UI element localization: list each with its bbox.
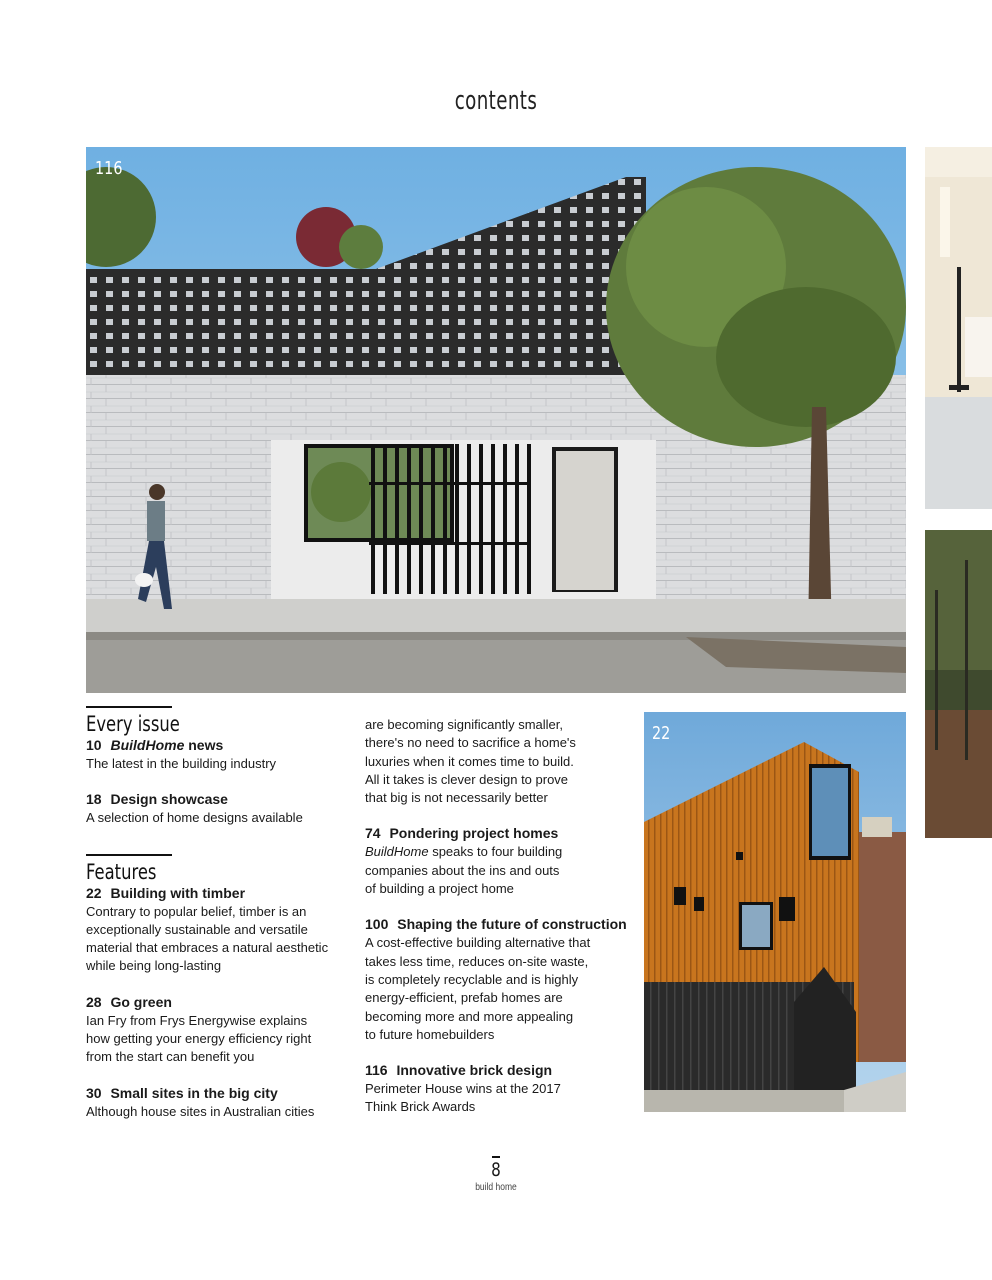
item-heading [86, 1084, 356, 1103]
page-title: contents [454, 86, 538, 116]
item-title: Small sites in the big city [110, 1084, 278, 1101]
item-description-emphasis: BuildHome [365, 844, 429, 860]
contents-column-2 [365, 716, 635, 1134]
contents-item[interactable] [365, 824, 635, 898]
item-description: A selection of home designs available [86, 810, 303, 826]
item-description: The latest in the building industry [86, 756, 277, 771]
item-title: Go green [110, 993, 172, 1010]
item-description: Contrary to popular belief, timber is an [86, 903, 307, 919]
item-description: takes less time, reduces on-site waste, [365, 953, 589, 969]
item-page-number: 22 [86, 884, 102, 901]
item-heading [86, 790, 356, 809]
item-page-number: 10 [86, 737, 102, 753]
item-page-number: 18 [86, 791, 102, 808]
item-description-rest: speaks to four building [428, 844, 563, 860]
page-footer [0, 1156, 992, 1193]
timber-house-image [644, 712, 906, 1112]
main-photo [86, 147, 906, 693]
contents-column-1 [86, 706, 356, 1138]
item-heading [365, 824, 635, 843]
item-description: energy-efficient, prefab homes are [365, 990, 563, 1006]
magazine-name: build home [475, 1182, 517, 1193]
edge-photo-garden [925, 530, 992, 838]
item-title: Shaping the future of construction [397, 916, 627, 933]
section-rule [86, 854, 172, 856]
item-description: exceptionally sustainable and versatile [86, 921, 308, 937]
section-rule [86, 706, 172, 708]
item-heading [365, 1061, 635, 1080]
item-description [365, 843, 635, 861]
item-description: becoming more and more appealing [365, 1008, 574, 1024]
item-title: Design showcase [110, 791, 228, 808]
item-description: Perimeter House wins at the 2017 [365, 1081, 561, 1097]
item-description: Ian Fry from Frys Energywise explains [86, 1012, 308, 1028]
item-description: companies about the ins and outs [365, 862, 560, 878]
perimeter-house-image [86, 147, 906, 693]
contents-item[interactable] [86, 1084, 356, 1121]
item-description: of building a project home [365, 881, 514, 897]
item-title: Building with timber [110, 884, 246, 901]
item-description: from the start can benefit you [86, 1049, 255, 1065]
item-page-number: 116 [365, 1062, 388, 1079]
photo-page-label: 116 [95, 158, 123, 179]
item-page-number: 74 [365, 825, 381, 842]
item-description: All it takes is clever design to prove [365, 771, 569, 787]
photo-page-label: 22 [652, 723, 671, 744]
section-heading-every-issue: Every issue [86, 712, 180, 736]
contents-item[interactable] [86, 884, 356, 976]
item-description: are becoming significantly smaller, [365, 717, 563, 732]
continued-description [365, 716, 635, 807]
item-description: that big is not necessarily better [365, 790, 548, 806]
timber-house-photo [644, 712, 906, 1112]
item-title: Innovative brick design [396, 1062, 553, 1079]
item-description: Think Brick Awards [365, 1099, 476, 1115]
item-page-number: 100 [365, 916, 389, 933]
footer-rule [492, 1156, 500, 1158]
contents-item[interactable] [86, 736, 356, 773]
item-heading [86, 993, 356, 1012]
item-description: how getting your energy efficiency right [86, 1031, 312, 1047]
section-heading-features: Features [86, 859, 157, 884]
item-description: A cost-effective building alternative that [365, 935, 591, 951]
item-description: luxuries when it comes time to build. [365, 753, 574, 769]
item-title: news [188, 737, 224, 753]
page-number: 8 [491, 1159, 501, 1181]
item-description: material that embraces a natural aesthetic [86, 940, 329, 956]
item-title-emphasis: BuildHome [110, 737, 185, 753]
contents-item[interactable] [86, 790, 356, 827]
contents-item[interactable] [365, 915, 635, 1044]
item-description: while being long-lasting [86, 958, 222, 974]
item-heading [86, 736, 356, 755]
item-page-number: 30 [86, 1084, 102, 1101]
item-heading [86, 884, 356, 903]
item-page-number: 28 [86, 993, 102, 1010]
contents-item[interactable] [365, 1061, 635, 1117]
item-title: Pondering project homes [389, 825, 559, 842]
item-description: Although house sites in Australian cities [86, 1103, 315, 1119]
item-description: there's no need to sacrifice a home's [365, 735, 576, 751]
contents-item[interactable] [86, 993, 356, 1067]
item-heading [365, 915, 635, 934]
item-description: to future homebuilders [365, 1026, 495, 1042]
item-description: is completely recyclable and is highly [365, 971, 579, 987]
edge-photo-interior [925, 147, 992, 509]
